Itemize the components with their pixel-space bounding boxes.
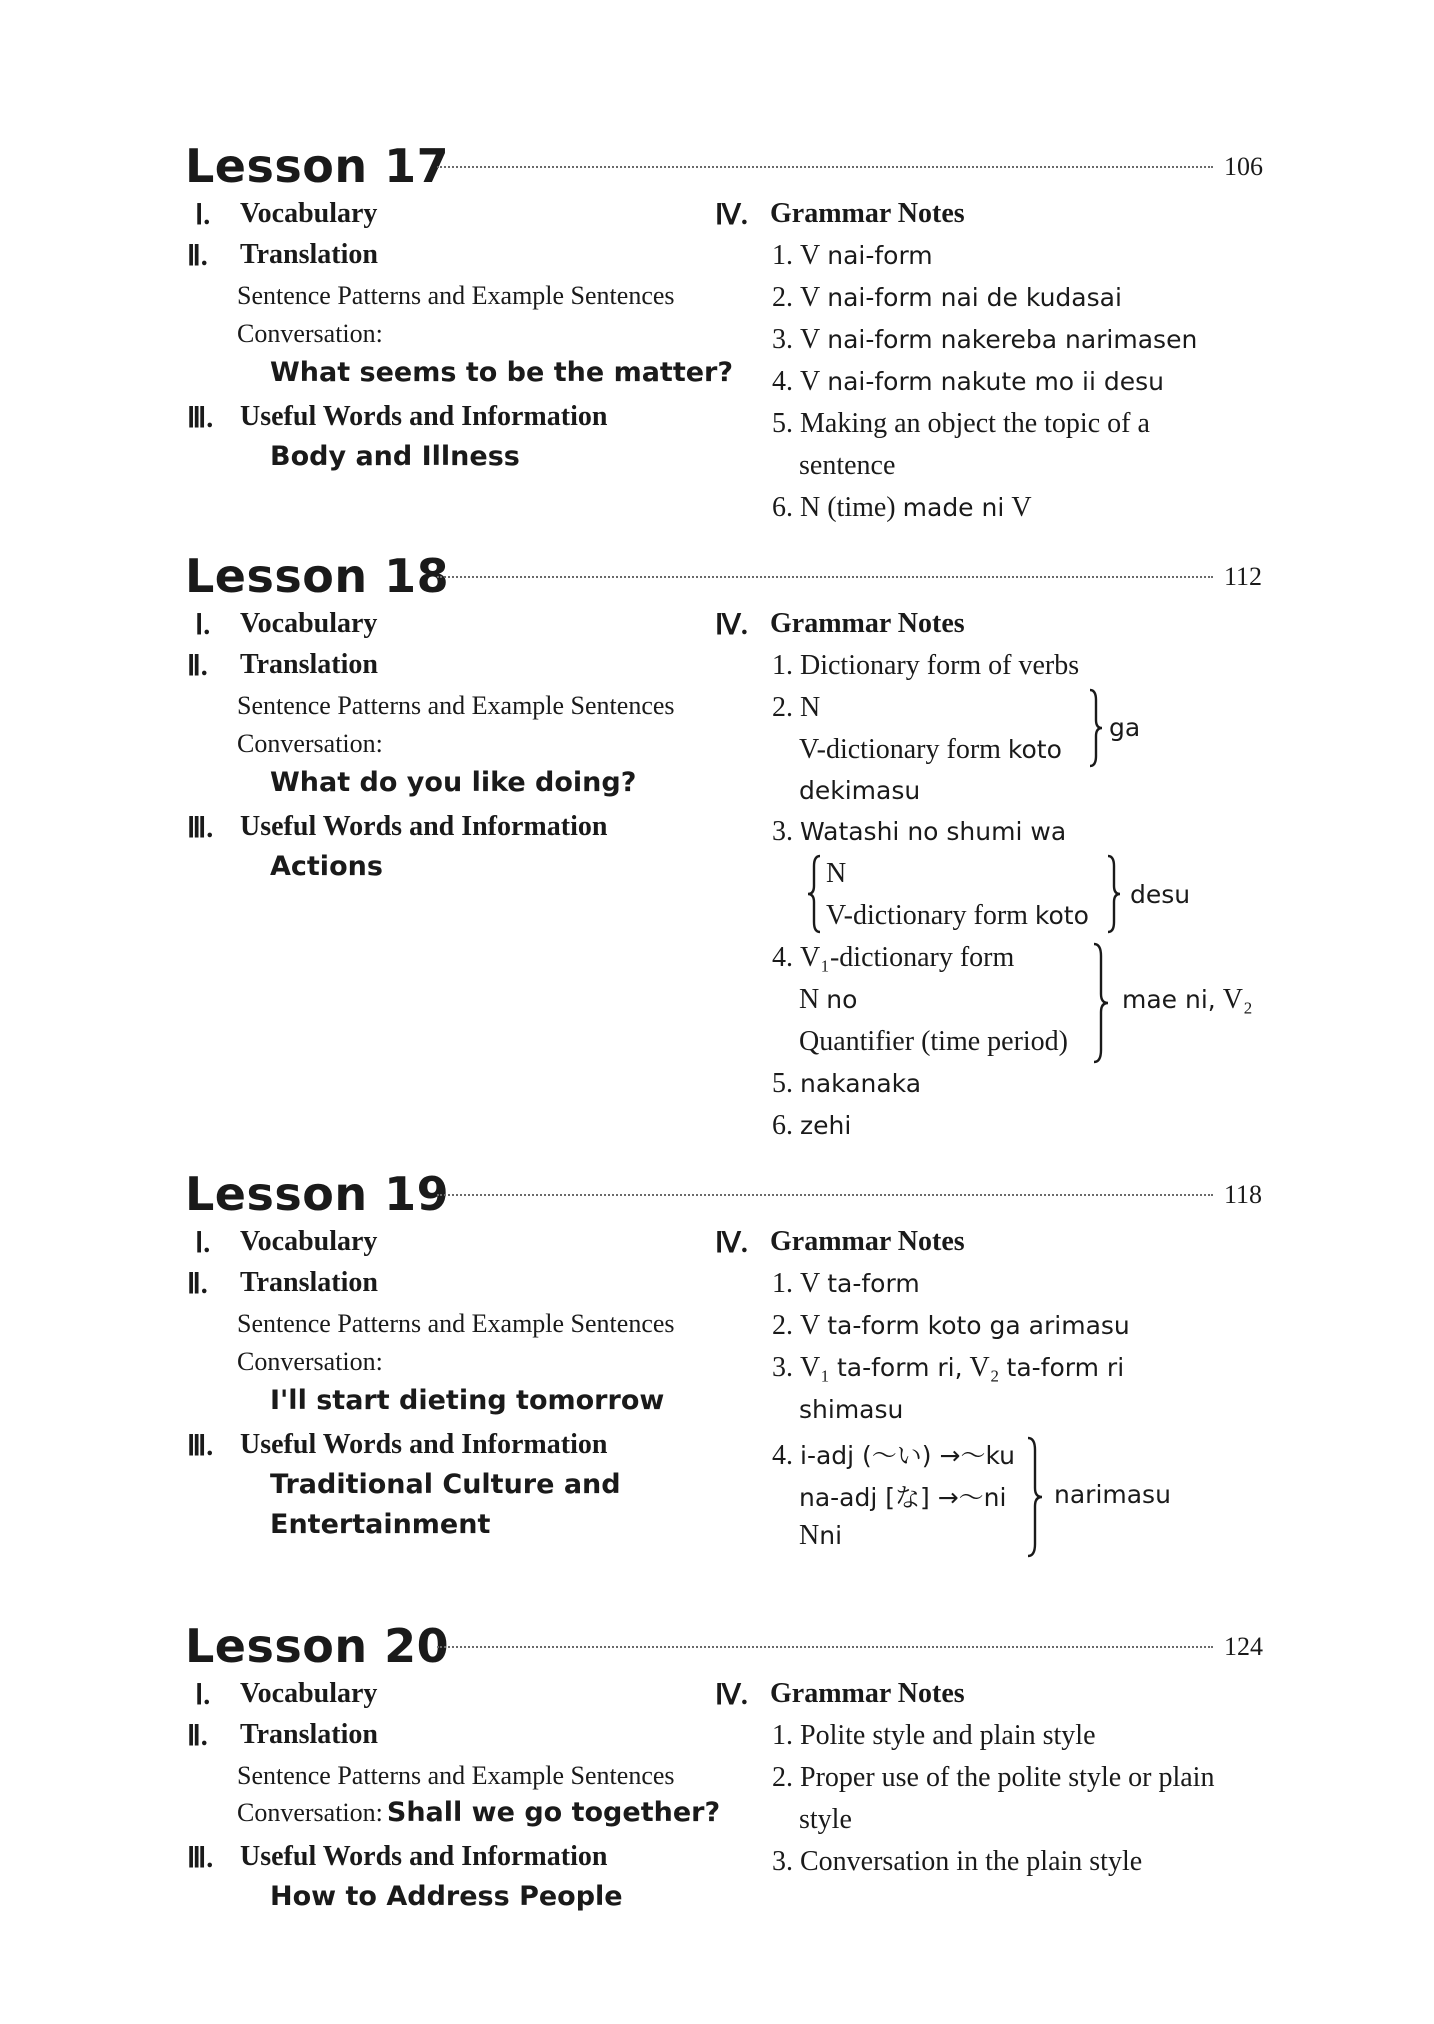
grammar-note-4: 4. i-adj (〜い) →〜ku [772,1440,1016,1471]
grammar-word-narimasu: narimasu [1054,1480,1171,1509]
translation-sub-conversation: Conversation: [237,729,383,758]
translation-sub-patterns: Sentence Patterns and Example Sentences [237,691,675,720]
section-useful-words: Useful Words and Information [240,401,608,432]
grammar-note-2-continued: style [799,1804,852,1835]
section-number: Ⅰ. [195,200,211,231]
section-useful-words: Useful Words and Information [240,1841,608,1872]
right-brace [1104,854,1124,934]
section-number: Ⅱ. [187,241,208,272]
section-number: Ⅳ. [715,1680,748,1711]
section-number: Ⅲ. [187,1431,214,1462]
section-number: Ⅳ. [715,610,748,641]
grammar-note-5-continued: sentence [799,450,896,481]
grammar-note-4-result: mae ni, V₂ [1122,984,1253,1015]
grammar-note-4-line3: Quantifier (time period) [799,1026,1069,1057]
right-brace [1024,1436,1046,1558]
grammar-note-2: 2. Proper use of the polite style or plain [772,1762,1215,1793]
section-translation: Translation [240,1719,378,1750]
conversation-title: Shall we go together? [386,1797,721,1828]
useful-words-topic: Body and Illness [270,441,520,472]
lesson-title: Lesson 20 [185,1619,450,1673]
section-number: Ⅲ. [187,403,214,434]
section-useful-words: Useful Words and Information [240,1429,608,1460]
page-number: 124 [1224,1632,1263,1661]
grammar-note-2: 2. N [772,692,821,723]
section-number: Ⅰ. [195,1680,211,1711]
grammar-note-4-line2: na-adj [な] →〜ni [799,1483,1007,1512]
dot-leader [437,1194,1213,1196]
conversation-title: I'll start dieting tomorrow [270,1385,665,1416]
section-number: Ⅲ. [187,813,214,844]
conversation-title: What seems to be the matter? [270,357,734,388]
useful-words-topic: How to Address People [270,1881,623,1912]
section-number: Ⅱ. [187,1269,208,1300]
translation-sub-patterns: Sentence Patterns and Example Sentences [237,1761,675,1790]
grammar-note-3-continued: shimasu [799,1395,904,1424]
grammar-particle-ga: ga [1109,713,1141,742]
grammar-note-3: 3. Watashi no shumi wa [772,816,1067,847]
lesson-title: Lesson 17 [185,139,450,193]
section-number: Ⅲ. [187,1843,214,1874]
lesson-title: Lesson 19 [185,1167,450,1221]
grammar-note-1: 1. Dictionary form of verbs [772,650,1080,681]
section-grammar-notes: Grammar Notes [770,1226,965,1257]
section-number: Ⅳ. [715,1228,748,1259]
grammar-note-4-line2: N no [799,984,858,1015]
right-brace [1086,688,1106,768]
dot-leader [437,166,1213,168]
grammar-note-3: 3. Conversation in the plain style [772,1846,1143,1877]
section-translation: Translation [240,239,378,270]
dot-leader [437,1646,1213,1648]
grammar-note-2-line3: dekimasu [799,776,921,805]
grammar-note-1: 1. Polite style and plain style [772,1720,1096,1751]
section-vocabulary: Vocabulary [240,1678,378,1709]
left-brace [804,854,824,934]
grammar-option-v-dictionary: V-dictionary form koto [826,900,1089,931]
grammar-note-2: 2. V ta-form koto ga arimasu [772,1310,1130,1341]
section-number: Ⅳ. [715,200,748,231]
lesson-title: Lesson 18 [185,549,450,603]
useful-words-topic: Actions [270,851,383,882]
grammar-note-2: 2. V nai-form nai de kudasai [772,282,1122,313]
page-number: 118 [1224,1180,1263,1209]
conversation-title: What do you like doing? [270,767,637,798]
section-number: Ⅱ. [187,1721,208,1752]
grammar-note-5: 5. Making an object the topic of a [772,408,1150,439]
grammar-note-4-line3: Nni [799,1520,843,1551]
translation-sub-patterns: Sentence Patterns and Example Sentences [237,1309,675,1338]
section-number: Ⅱ. [187,651,208,682]
grammar-word-desu: desu [1130,880,1191,909]
grammar-note-5: 5. nakanaka [772,1068,922,1099]
page-number: 112 [1224,562,1263,591]
section-useful-words: Useful Words and Information [240,811,608,842]
grammar-note-6: 6. zehi [772,1110,852,1141]
section-number: Ⅰ. [195,1228,211,1259]
grammar-note-2-line2: V-dictionary form koto [799,734,1062,765]
section-translation: Translation [240,1267,378,1298]
useful-words-topic: Traditional Culture and [270,1469,621,1500]
grammar-note-3: 3. V nai-form nakereba narimasen [772,324,1198,355]
section-grammar-notes: Grammar Notes [770,1678,965,1709]
grammar-option-n: N [826,858,847,889]
section-grammar-notes: Grammar Notes [770,608,965,639]
grammar-note-3: 3. V₁ ta-form ri, V₂ ta-form ri [772,1352,1125,1383]
useful-words-topic-continued: Entertainment [270,1509,491,1540]
translation-sub-patterns: Sentence Patterns and Example Sentences [237,281,675,310]
translation-conversation-line: Conversation: Shall we go together? [237,1797,721,1828]
section-number: Ⅰ. [195,610,211,641]
right-brace [1090,942,1112,1064]
grammar-note-1: 1. V nai-form [772,240,933,271]
section-translation: Translation [240,649,378,680]
translation-sub-conversation: Conversation: [237,1347,383,1376]
page-number: 106 [1224,152,1263,181]
section-vocabulary: Vocabulary [240,198,378,229]
dot-leader [437,576,1213,578]
section-grammar-notes: Grammar Notes [770,198,965,229]
section-vocabulary: Vocabulary [240,1226,378,1257]
section-vocabulary: Vocabulary [240,608,378,639]
grammar-note-4: 4. V₁-dictionary form [772,942,1015,973]
grammar-note-1: 1. V ta-form [772,1268,920,1299]
grammar-note-6: 6. N (time) made ni V [772,492,1032,523]
translation-sub-conversation: Conversation: [237,319,383,348]
grammar-note-4: 4. V nai-form nakute mo ii desu [772,366,1165,397]
